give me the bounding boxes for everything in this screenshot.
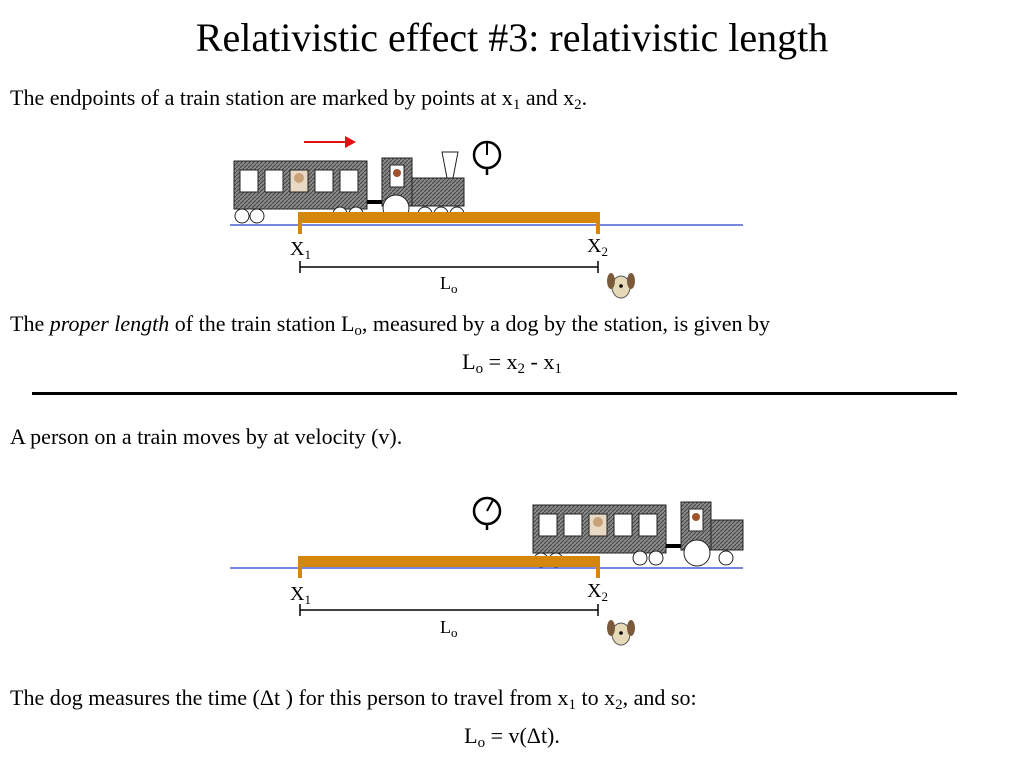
- length-bracket: [300, 604, 598, 616]
- dog-time-text: The dog measures the time (Δt ) for this person to travel from $x_1$ to $x_2$, and so:: [10, 685, 697, 713]
- station-platform: [298, 556, 600, 578]
- dog-icon: [607, 620, 635, 645]
- moving-train-text: A person on a train moves by at velocity (v).: [10, 424, 403, 449]
- equation-proper-length: $L_o = x_2 - x_1$: [462, 349, 562, 377]
- x2-label: $X_2$: [587, 235, 608, 259]
- equation-velocity-time: $L_o = v(\Delta t)$.: [464, 723, 560, 751]
- clock-icon: [474, 498, 500, 530]
- x1-label: $X_1$: [290, 583, 311, 607]
- proper-length-text: The proper length of the train station $L_o$, measured by a dog by the station, is given by: [10, 311, 771, 339]
- length-label: $L_o$: [440, 273, 458, 296]
- intro-text: The endpoints of a train station are marked by points at $x_1$ and $x_2$.: [10, 85, 588, 113]
- length-label: $L_o$: [440, 617, 458, 640]
- slide-title: Relativistic effect #3: relativistic length: [195, 15, 829, 60]
- x1-label: $X_1$: [290, 238, 311, 262]
- x2-label: $X_2$: [587, 580, 608, 604]
